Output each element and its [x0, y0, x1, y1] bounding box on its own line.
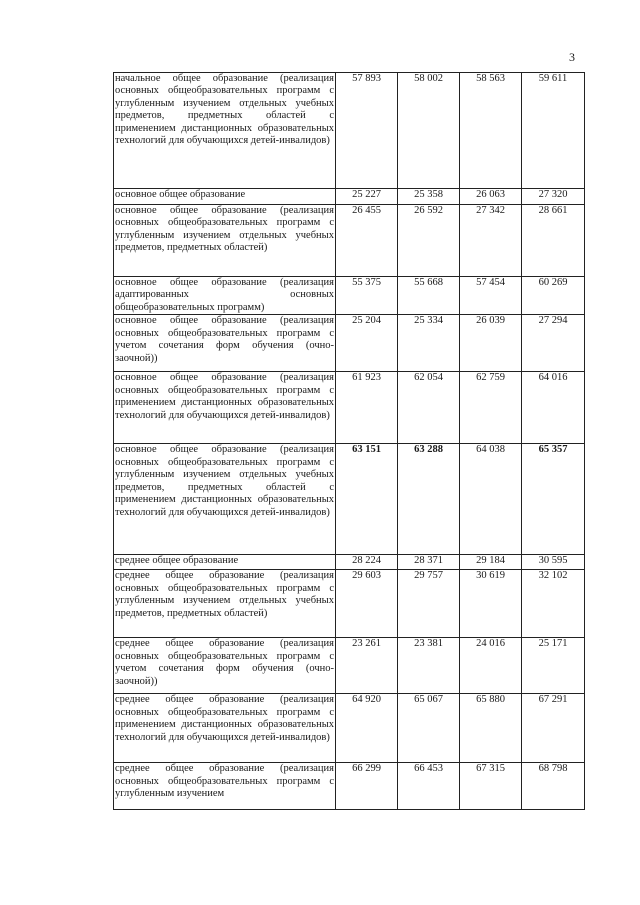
row-description: основное общее образование (реализация основных общеобразовательных программ с углубленным изучением отдельных учебных предметов, предметных областей): [114, 205, 336, 277]
table-row: [114, 555, 585, 570]
value-cell: 29 757: [398, 570, 460, 638]
value-cell: 30 595: [522, 555, 585, 570]
value-cell: 25 334: [398, 315, 460, 372]
row-description: основное общее образование (реализация основных общеобразовательных программ с углубленным изучением отдельных учебных предметов, предметных областей с применением дистанционных образовательных технологий для обучающихся детей-инвалидов): [114, 444, 336, 555]
row-description: основное общее образование: [114, 189, 336, 205]
value-cell: 63 288: [398, 444, 460, 555]
value-cell: 28 661: [522, 205, 585, 277]
row-description: начальное общее образование (реализация основных общеобразовательных программ с углубленным изучением отдельных учебных предметов, предметных областей с применением дистанционных образовательных технологий для обучающихся детей-инвалидов): [114, 73, 336, 189]
row-description: среднее общее образование: [114, 555, 336, 570]
value-cell: 62 759: [460, 372, 522, 444]
table-row: [114, 638, 585, 694]
value-cell: 65 880: [460, 694, 522, 763]
row-description: основное общее образование (реализация адаптированных основных общеобразовательных программ): [115, 277, 334, 313]
row-description: среднее общее образование (реализация основных общеобразовательных программ с углубленным изучением: [114, 763, 336, 810]
value-cell: 59 611: [522, 73, 585, 189]
table-row: [114, 372, 585, 444]
value-cell: 25 227: [336, 189, 398, 205]
funding-table: [113, 72, 585, 810]
value-cell: 65 357: [522, 444, 585, 555]
row-description: среднее общее образование (реализация основных общеобразовательных программ с применением дистанционных образовательных технологий для обучающихся детей-инвалидов): [114, 694, 336, 763]
value-cell: 25 204: [336, 315, 398, 372]
value-cell: 67 315: [460, 763, 522, 810]
table-row: [114, 277, 585, 315]
table-row: [114, 189, 585, 205]
value-cell: 30 619: [460, 570, 522, 638]
value-cell: 23 381: [398, 638, 460, 694]
value-cell: 25 171: [522, 638, 585, 694]
value-cell: 67 291: [522, 694, 585, 763]
value-cell: 63 151: [336, 444, 398, 555]
value-cell: 28 371: [398, 555, 460, 570]
table-row: [114, 73, 585, 189]
value-cell: 23 261: [336, 638, 398, 694]
value-cell: 57 454: [460, 277, 522, 315]
value-cell: 57 893: [336, 73, 398, 189]
row-description: среднее общее образование (реализация основных общеобразовательных программ с углубленным изучением отдельных учебных предметов, предметных областей): [114, 570, 336, 638]
value-cell: 60 269: [522, 277, 585, 315]
table-row: [114, 205, 585, 277]
value-cell: 66 299: [336, 763, 398, 810]
value-cell: 64 016: [522, 372, 585, 444]
value-cell: 68 798: [522, 763, 585, 810]
value-cell: 26 039: [460, 315, 522, 372]
value-cell: 26 063: [460, 189, 522, 205]
page-number: 3: [569, 50, 575, 64]
value-cell: 24 016: [460, 638, 522, 694]
value-cell: 27 294: [522, 315, 585, 372]
table-row: [114, 444, 585, 555]
value-cell: 55 668: [398, 277, 460, 315]
value-cell: 27 342: [460, 205, 522, 277]
value-cell: 26 455: [336, 205, 398, 277]
value-cell: 28 224: [336, 555, 398, 570]
value-cell: 65 067: [398, 694, 460, 763]
value-cell: 29 603: [336, 570, 398, 638]
value-cell: 25 358: [398, 189, 460, 205]
value-cell: 64 038: [460, 444, 522, 555]
row-description: основное общее образование (реализация основных общеобразовательных программ с учетом сочетания форм обучения (очно-заочной)): [114, 315, 336, 372]
table-row: [114, 570, 585, 638]
row-description: основное общее образование (реализация основных общеобразовательных программ с применением дистанционных образовательных технологий для обучающихся детей-инвалидов): [114, 372, 336, 444]
value-cell: 27 320: [522, 189, 585, 205]
value-cell: 26 592: [398, 205, 460, 277]
table-row: [114, 763, 585, 810]
value-cell: 58 002: [398, 73, 460, 189]
table-row: [114, 315, 585, 372]
row-description: среднее общее образование (реализация основных общеобразовательных программ с учетом сочетания форм обучения (очно-заочной)): [114, 638, 336, 694]
value-cell: 62 054: [398, 372, 460, 444]
value-cell: 58 563: [460, 73, 522, 189]
value-cell: 66 453: [398, 763, 460, 810]
value-cell: 64 920: [336, 694, 398, 763]
value-cell: 61 923: [336, 372, 398, 444]
value-cell: 32 102: [522, 570, 585, 638]
value-cell: 29 184: [460, 555, 522, 570]
table-row: [114, 694, 585, 763]
value-cell: 55 375: [336, 277, 398, 315]
